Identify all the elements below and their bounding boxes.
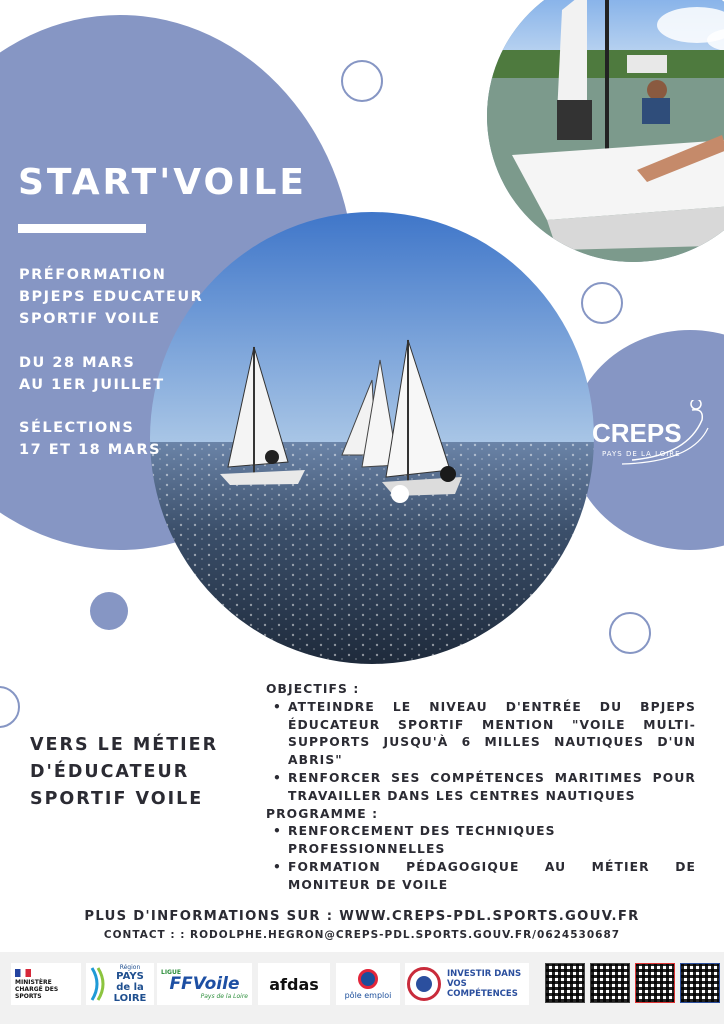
region-name: PAYS de la LOIRE (113, 971, 147, 1004)
ligue-text: LIGUE (161, 968, 181, 976)
qr-code-linkedin-icon[interactable] (545, 963, 585, 1003)
creps-name: CREPS (592, 418, 682, 448)
career-tagline (30, 732, 218, 813)
list-item: • FORMATION PÉDAGOGIQUE AU MÉTIER DE MONITEUR DE VOILE (266, 859, 696, 895)
pole-emploi-text: pôle emploi (344, 990, 392, 1000)
sailing-photo (150, 212, 594, 664)
creps-logo (592, 412, 712, 472)
region-logo (86, 963, 154, 1005)
list-item: • ATTEINDRE LE NIVEAU D'ENTRÉE DU BPJEPS ÉDUCATEUR SPORTIF MENTION "VOILE MULTI-SUPPORTS JUSQU'À 6 MILLES NAUTIQUES D'UN ABRIS" (266, 699, 696, 770)
region-small: Région (119, 964, 141, 971)
catamaran-photo (487, 0, 724, 262)
programme-list (266, 823, 696, 894)
subtitle-line: BPJEPS EDUCATEUR (19, 289, 204, 305)
career-line: SPORTIF VOILE (30, 789, 204, 809)
subtitle (19, 264, 203, 330)
investir-logo (405, 963, 529, 1005)
selections (19, 417, 161, 461)
afdas-logo (258, 963, 330, 1005)
list-item: • RENFORCEMENT DES TECHNIQUES PROFESSIONNELLES (266, 823, 696, 859)
qr-code-youtube-icon[interactable] (635, 963, 675, 1003)
dates-line: DU 28 MARS (19, 355, 136, 371)
ffvoile-logo (157, 963, 252, 1005)
list-item: • RENFORCER SES COMPÉTENCES MARITIMES POUR TRAVAILLER DANS LES CENTRES NAUTIQUES (266, 770, 696, 806)
page-title: START'VOILE (18, 162, 307, 203)
ring-top (341, 60, 383, 102)
flag-icon (15, 969, 31, 977)
ministere-logo (11, 963, 81, 1005)
selections-line: SÉLECTIONS (19, 420, 135, 436)
title-underline (18, 224, 146, 233)
dates-line: AU 1ER JUILLET (19, 377, 165, 393)
career-line: D'ÉDUCATEUR (30, 762, 190, 782)
objectives-heading: OBJECTIFS : (266, 682, 360, 696)
subtitle-line: SPORTIF VOILE (19, 311, 161, 327)
ffvoile-sub: Pays de la Loire (200, 992, 248, 1000)
investir-text: INVESTIR DANS VOS COMPÉTENCES (447, 969, 522, 999)
info-line[interactable]: PLUS D'INFORMATIONS SUR : WWW.CREPS-PDL.SPORTS.GOUV.FR (84, 909, 640, 924)
ministere-text: MINISTÈRE CHARGÉ DES SPORTS (15, 978, 59, 1000)
qr-code-instagram-icon[interactable] (590, 963, 630, 1003)
qr-code-facebook-icon[interactable] (680, 963, 720, 1003)
ffvoile-text: FFVoile (169, 973, 240, 994)
creps-region: PAYS DE LA LOIRE (602, 450, 681, 458)
ring-left-edge (0, 686, 20, 728)
ring-right (581, 282, 623, 324)
details-section (266, 681, 696, 895)
marianne-seal-icon (407, 967, 441, 1001)
ring-lower (609, 612, 651, 654)
small-blue-dot (90, 592, 128, 630)
pole-emploi-logo (336, 963, 400, 1005)
career-line: VERS LE MÉTIER (30, 735, 219, 755)
selections-line: 17 ET 18 MARS (19, 442, 162, 458)
subtitle-line: PRÉFORMATION (19, 267, 167, 283)
region-stripes-icon (90, 966, 108, 1002)
afdas-text: afdas (269, 974, 319, 994)
pole-emploi-icon (358, 969, 378, 989)
objectives-list (266, 699, 696, 806)
dates (19, 352, 165, 396)
programme-heading: PROGRAMME : (266, 806, 379, 821)
contact-line[interactable]: CONTACT : : RODOLPHE.HEGRON@CREPS-PDL.SPORTS.GOUV.FR/0624530687 (103, 929, 621, 941)
